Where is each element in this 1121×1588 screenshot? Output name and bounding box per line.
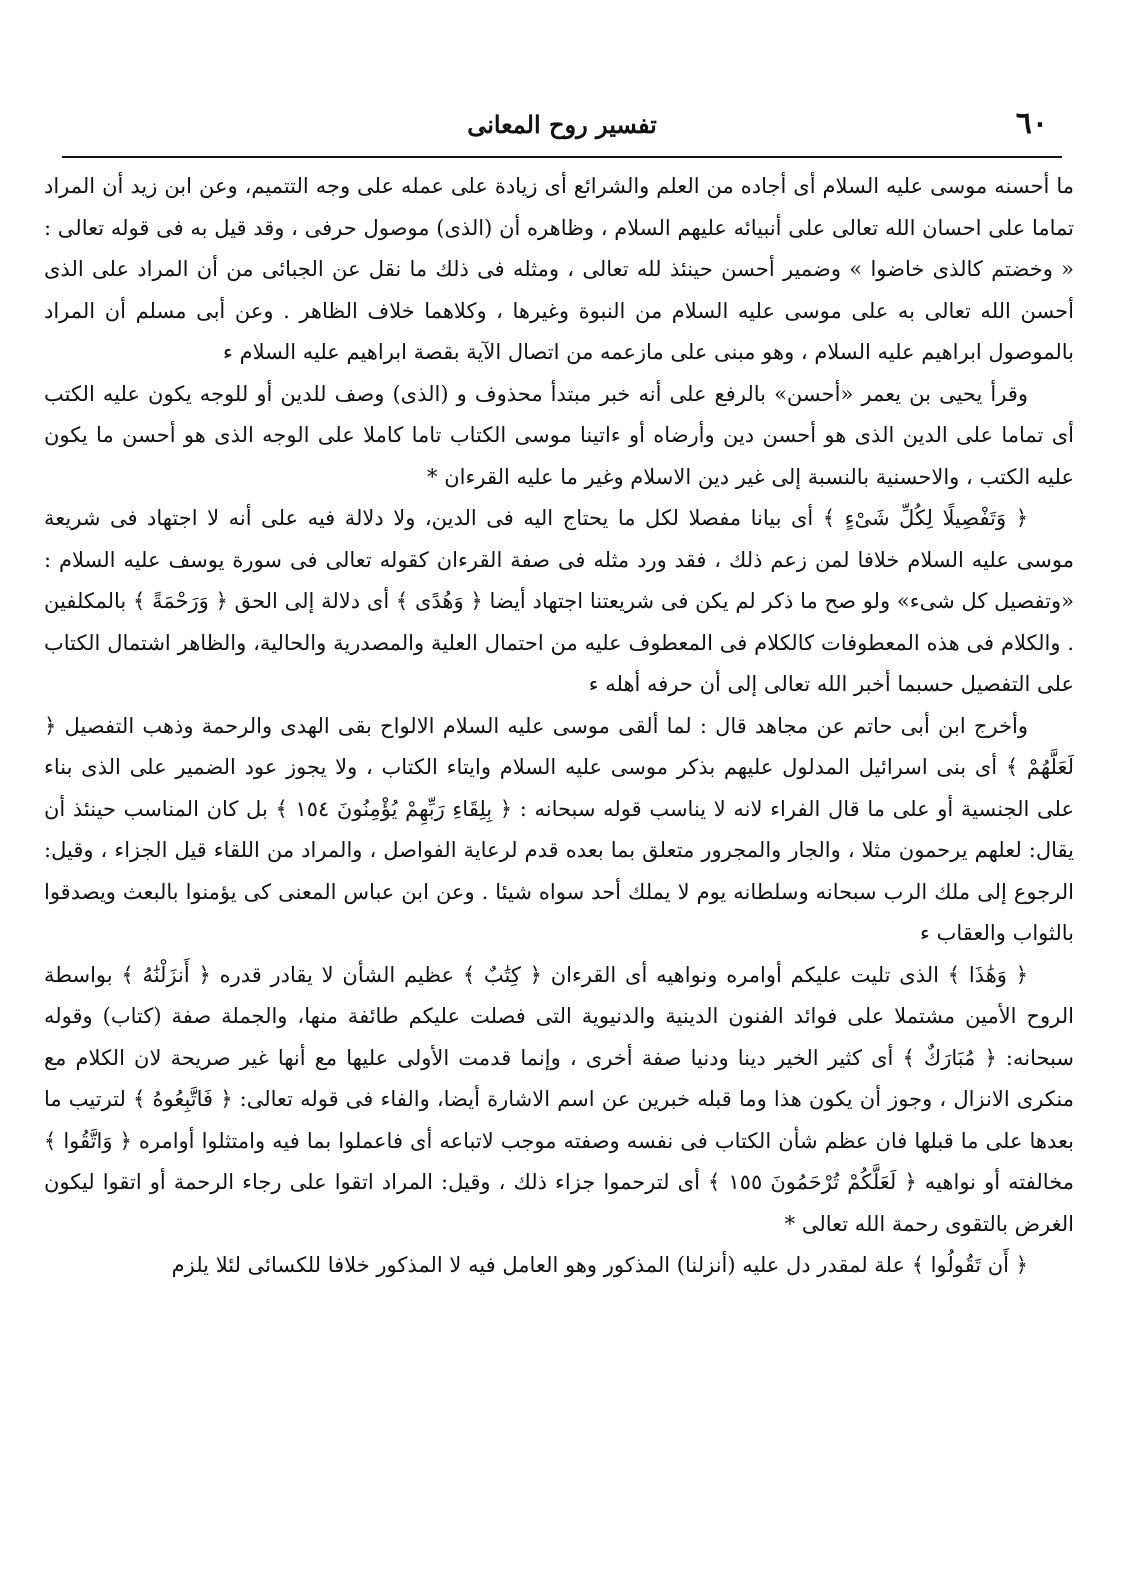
header-divider bbox=[62, 156, 1062, 158]
paragraph-1: ما أحسنه موسى عليه السلام أى أجاده من العلم والشرائع أى زيادة على عمله على وجه التتميم، وعن ابن زيد أن المراد تماما على احسان الله تعالى على أنبيائه عليهم السلام ، وظاهره أن (الذى) موصول حرفى ، وقد قيل به فى قوله تعالى : « وخضتم كالذى خاضوا » وضمير أحسن حينئذ لله تعالى ، ومثله فى ذلك ما نقل عن الجبائى من أن المراد على الذى أحسن الله تعالى به على موسى عليه السلام من النبوة وغيرها ، وكلاهما خلاف الظاهر . وعن أبى مسلم أن المراد بالموصول ابراهيم عليه السلام ، وهو مبنى على مازعمه من اتصال الآية بقصة ابراهيم عليه السلام ء bbox=[44, 174, 1074, 364]
paragraph-2: وقرأ يحيى بن يعمر «أحسن» بالرفع على أنه خبر مبتدأ محذوف و (الذى) وصف للدين أو للوجه يكون عليه الكتب أى تماما على الدين الذى هو أحسن دين وأرضاه أو ءاتينا موسى الكتاب تاما كاملا على الوجه الذى هو أحسن ما يكون عليه الكتب ، والاحسنية بالنسبة إلى غير دين الاسلام وغير ما عليه القرءان * bbox=[44, 381, 1074, 489]
paragraph-4: وأخرج ابن أبى حاتم عن مجاهد قال : لما ألقى موسى عليه السلام الالواح بقى الهدى والرحمة وذهب التفصيل ﴿ لَعَلَّهُمْ ﴾ أى بنى اسرائيل المدلول عليهم بذكر موسى عليه السلام وايتاء الكتاب ، ولا يجوز عود الضمير على الذى بناء على الجنسية أو على ما قال الفراء لانه لا يناسب قوله سبحانه : ﴿ بِلِقَاءِ رَبِّهِمْ يُؤْمِنُونَ ١٥٤ ﴾ بل كان المناسب حينئذ أن يقال: لعلهم يرحمون مثلا ، والجار والمجرور متعلق بما بعده قدم لرعاية الفواصل ، والمراد من اللقاء قيل الجزاء ، وقيل: الرجوع إلى ملك الرب سبحانه وسلطانه يوم لا يملك أحد سواه شيئا . وعن ابن عباس المعنى كى يؤمنوا بالبعث ويصدقوا بالثواب والعقاب ء bbox=[44, 713, 1074, 945]
page-number: ٦٠ bbox=[1015, 106, 1048, 141]
page-header bbox=[62, 104, 1062, 150]
paragraph-5: ﴿ وَهَٰذَا ﴾ الذى تليت عليكم أوامره ونواهيه أى القرءان ﴿ كِتَٰبٌ ﴾ عظيم الشأن لا يقادر قدره ﴿ أَنزَلْنَٰهُ ﴾ بواسطة الروح الأمين مشتملا على فوائد الفنون الدينية والدنيوية التى فصلت عليكم طائفة منها، والجملة صفة (كتاب) وقوله سبحانه: ﴿ مُبَارَكٌ ﴾ أى كثير الخير دينا ودنيا صفة أخرى ، وإنما قدمت الأولى عليها مع أنها غير صريحة لان الكلام مع منكرى الانزال ، وجوز أن يكون هذا وما قبله خبرين عن اسم الاشارة أيضا، والفاء فى قوله تعالى: ﴿ فَاتَّبِعُوهُ ﴾ لترتيب ما بعدها على ما قبلها فان عظم شأن الكتاب فى نفسه وصفته موجب لاتباعه أى فاعملوا بما فيه وامتثلوا أوامره ﴿ وَاتَّقُوا ﴾ مخالفته أو نواهيه ﴿ لَعَلَّكُمْ تُرْحَمُونَ ١٥٥ ﴾ أى لترحموا جزاء ذلك ، وقيل: المراد اتقوا على رجاء الرحمة أو اتقوا ليكون الغرض بالتقوى رحمة الله تعالى * bbox=[44, 962, 1074, 1236]
running-title: تفسير روح المعانى bbox=[467, 110, 657, 139]
body-text bbox=[44, 166, 1074, 1566]
paragraph-3: ﴿ وَتَفْصِيلًا لِكُلِّ شَىْءٍ ﴾ أى بيانا مفصلا لكل ما يحتاج اليه فى الدين، ولا دلالة فيه على أنه لا اجتهاد فى شريعة موسى عليه السلام خلافا لمن زعم ذلك ، فقد ورد مثله فى صفة القرءان كقوله تعالى فى سورة يوسف عليه السلام : «وتفصيل كل شىء» ولو صح ما ذكر لم يكن فى شريعتنا اجتهاد أيضا ﴿ وَهُدًى ﴾ أى دلالة إلى الحق ﴿ وَرَحْمَةً ﴾ بالمكلفين . والكلام فى هذه المعطوفات كالكلام فى المعطوف عليه من احتمال العلية والمصدرية والحالية، والظاهر اشتمال الكتاب على التفصيل حسبما أخبر الله تعالى إلى أن حرفه أهله ء bbox=[44, 506, 1074, 696]
paragraph-6: ﴿ أَن تَقُولُوا ﴾ علة لمقدر دل عليه (أنزلنا) المذكور وهو العامل فيه لا المذكور خلافا للكسائى لئلا يلزم bbox=[171, 1253, 1028, 1277]
